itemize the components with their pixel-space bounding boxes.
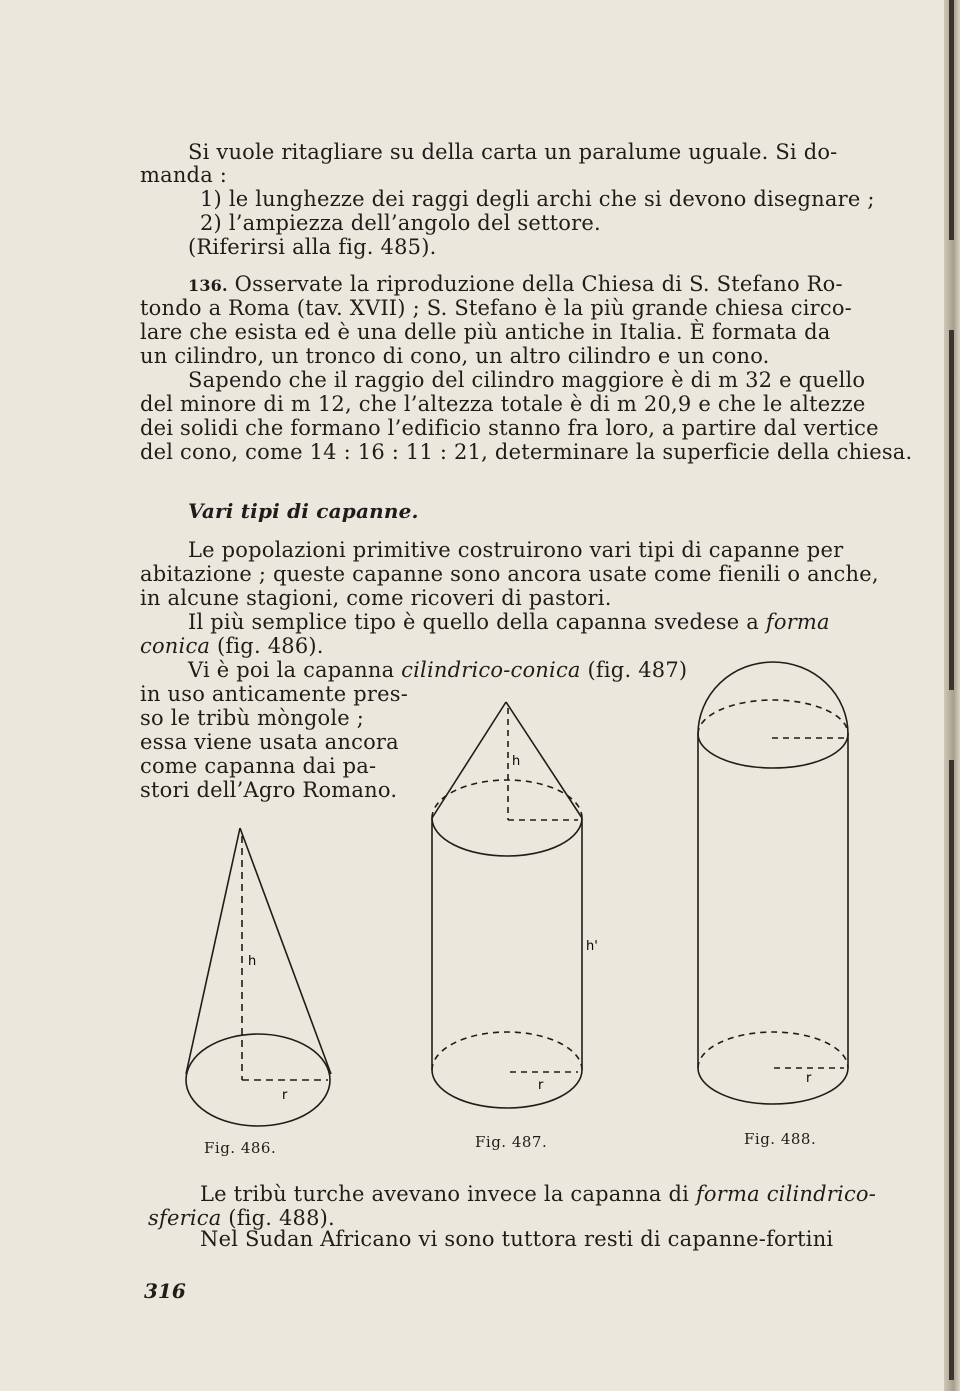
paragraph-line xyxy=(200,1182,876,1206)
text-line: in alcune stagioni, come ricoveri di pastori. xyxy=(140,586,612,610)
figure-486-h-label: h xyxy=(248,954,257,969)
text-line: essa viene usata ancora xyxy=(140,730,399,754)
figure-488-r-label: r xyxy=(806,1071,812,1086)
text-line: (Riferirsi alla fig. 485). xyxy=(188,235,437,259)
text-line: un cilindro, un tronco di cono, un altro cilindro e un cono. xyxy=(140,344,770,368)
figure-488-cylinder-sphere xyxy=(698,662,848,1104)
exercise-number: 136. xyxy=(188,276,228,295)
text-line: manda : xyxy=(140,163,228,187)
text-span: (fig. 487) xyxy=(580,658,688,682)
figure-488-caption: Fig. 488. xyxy=(744,1130,817,1148)
text-line: tondo a Roma (tav. XVII) ; S. Stefano è la più grande chiesa circo- xyxy=(140,296,852,320)
figure-487-cylinder-cone xyxy=(432,702,582,1108)
figure-487-h-prime-label: h' xyxy=(586,939,598,954)
text-line: abitazione ; queste capanne sono ancora usate come fienili o anche, xyxy=(140,562,879,586)
text-span: Il più semplice tipo è quello della capanna svedese a xyxy=(188,610,766,634)
text-line: in uso anticamente pres- xyxy=(140,682,409,706)
text-line: dei solidi che formano l’edificio stanno fra loro, a partire dal vertice xyxy=(140,416,879,440)
text-span: Osservate la riproduzione della Chiesa di S. Stefano Ro- xyxy=(234,272,843,296)
text-span: Vi è poi la capanna xyxy=(188,658,402,682)
text-line: Le popolazioni primitive costruirono vari tipi di capanne per xyxy=(188,538,844,562)
section-heading: Vari tipi di capanne. xyxy=(188,499,419,523)
italic-term: cilindrico-conica xyxy=(401,658,581,682)
text-line: lare che esista ed è una delle più antiche in Italia. È formata da xyxy=(140,320,831,344)
text-line: Sapendo che il raggio del cilindro maggiore è di m 32 e quello xyxy=(188,368,866,392)
italic-term: forma xyxy=(765,610,830,634)
figure-486-caption: Fig. 486. xyxy=(204,1139,277,1157)
page-number: 316 xyxy=(144,1279,186,1303)
figure-487-caption: Fig. 487. xyxy=(475,1133,548,1151)
text-line: Si vuole ritagliare su della carta un paralume uguale. Si do- xyxy=(188,140,838,164)
text-line: come capanna dai pa- xyxy=(140,754,377,778)
text-line: del cono, come 14 : 16 : 11 : 21, determinare la superficie della chiesa. xyxy=(140,440,913,464)
figure-486-cone xyxy=(186,828,331,1126)
text-line: stori dell’Agro Romano. xyxy=(140,778,398,802)
text-line: 2) l’ampiezza dell’angolo del settore. xyxy=(200,211,601,235)
text-line: so le tribù mòngole ; xyxy=(140,706,365,730)
italic-term: forma cilindrico- xyxy=(695,1182,877,1206)
italic-term: sferica xyxy=(148,1206,222,1230)
italic-term: conica xyxy=(140,634,211,658)
figure-486-r-label: r xyxy=(282,1088,288,1103)
text-span: Le tribù turche avevano invece la capanna di xyxy=(200,1182,696,1206)
figure-487-r-label: r xyxy=(538,1078,544,1093)
text-span: (fig. 488). xyxy=(221,1206,335,1230)
text-span: (fig. 486). xyxy=(210,634,324,658)
text-line: Nel Sudan Africano vi sono tuttora resti di capanne-fortini xyxy=(200,1227,834,1251)
figure-487-h-label: h xyxy=(512,754,521,769)
text-line: del minore di m 12, che l’altezza totale è di m 20,9 e che le altezze xyxy=(140,392,866,416)
text-line: 1) le lunghezze dei raggi degli archi che si devono disegnare ; xyxy=(200,187,875,211)
